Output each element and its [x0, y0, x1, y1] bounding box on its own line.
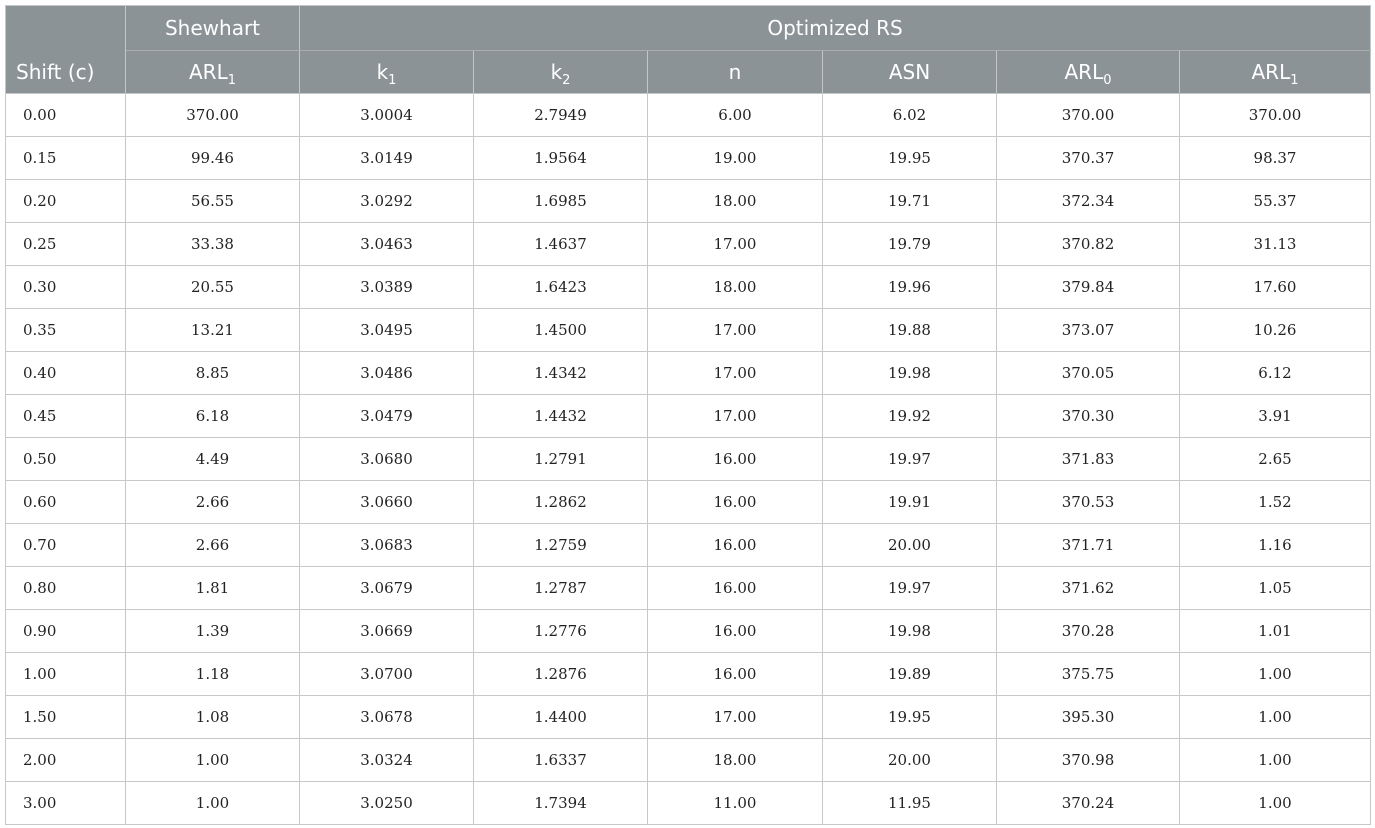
table-cell: 1.4400 [474, 696, 648, 739]
table-cell: 17.00 [648, 223, 823, 266]
table-cell: 19.97 [823, 438, 997, 481]
table-cell: 1.4637 [474, 223, 648, 266]
shift-cell: 0.25 [6, 223, 126, 266]
shift-cell: 3.00 [6, 782, 126, 825]
shift-cell: 0.80 [6, 567, 126, 610]
table-cell: 17.00 [648, 696, 823, 739]
table-cell: 3.0250 [300, 782, 474, 825]
table-cell: 20.55 [126, 266, 300, 309]
table-cell: 2.66 [126, 481, 300, 524]
table-cell: 3.0679 [300, 567, 474, 610]
shift-cell: 0.90 [6, 610, 126, 653]
table-cell: 370.28 [997, 610, 1180, 653]
table-cell: 370.00 [126, 94, 300, 137]
results-table [5, 5, 1371, 825]
header-base: n [728, 60, 742, 84]
table-row [6, 223, 1371, 266]
shift-cell: 0.50 [6, 438, 126, 481]
table-cell: 1.01 [1180, 610, 1371, 653]
table-row [6, 137, 1371, 180]
header-base: k [550, 60, 563, 84]
table-cell: 370.82 [997, 223, 1180, 266]
table-cell: 3.0149 [300, 137, 474, 180]
table-row [6, 94, 1371, 137]
table-cell: 19.92 [823, 395, 997, 438]
shift-cell: 1.50 [6, 696, 126, 739]
table-cell: 17.00 [648, 352, 823, 395]
table-cell: 1.81 [126, 567, 300, 610]
table-cell: 19.98 [823, 352, 997, 395]
table-cell: 18.00 [648, 180, 823, 223]
table-cell: 17.00 [648, 395, 823, 438]
table-cell: 16.00 [648, 481, 823, 524]
table-cell: 20.00 [823, 524, 997, 567]
table-cell: 1.08 [126, 696, 300, 739]
table-cell: 3.0479 [300, 395, 474, 438]
table-cell: 56.55 [126, 180, 300, 223]
table-cell: 13.21 [126, 309, 300, 352]
table-cell: 2.66 [126, 524, 300, 567]
shift-cell: 0.45 [6, 395, 126, 438]
table-cell: 18.00 [648, 739, 823, 782]
table-cell: 1.2862 [474, 481, 648, 524]
table-cell: 1.6985 [474, 180, 648, 223]
table-cell: 371.71 [997, 524, 1180, 567]
table-cell: 1.2776 [474, 610, 648, 653]
column-header-k2 [474, 51, 648, 94]
table-cell: 3.0669 [300, 610, 474, 653]
table-cell: 18.00 [648, 266, 823, 309]
shift-cell: 0.35 [6, 309, 126, 352]
table-row [6, 309, 1371, 352]
header-base: ASN [888, 60, 931, 84]
table-cell: 3.91 [1180, 395, 1371, 438]
table-cell: 2.65 [1180, 438, 1371, 481]
table-cell: 17.00 [648, 309, 823, 352]
table-cell: 1.52 [1180, 481, 1371, 524]
table-cell: 370.24 [997, 782, 1180, 825]
table-cell: 370.00 [997, 94, 1180, 137]
table-cell: 370.37 [997, 137, 1180, 180]
header-subscript: 1 [1290, 73, 1299, 88]
shift-cell: 0.40 [6, 352, 126, 395]
table-row [6, 567, 1371, 610]
table-cell: 3.0324 [300, 739, 474, 782]
table-cell: 16.00 [648, 567, 823, 610]
table-cell: 16.00 [648, 524, 823, 567]
table-cell: 19.89 [823, 653, 997, 696]
column-header-asn [823, 51, 997, 94]
table-cell: 3.0700 [300, 653, 474, 696]
table-cell: 1.7394 [474, 782, 648, 825]
table-cell: 6.00 [648, 94, 823, 137]
table-cell: 16.00 [648, 653, 823, 696]
shift-cell: 0.30 [6, 266, 126, 309]
table-cell: 1.2791 [474, 438, 648, 481]
table-cell: 1.2876 [474, 653, 648, 696]
table-cell: 4.49 [126, 438, 300, 481]
table-cell: 19.79 [823, 223, 997, 266]
table-cell: 6.02 [823, 94, 997, 137]
shewhart-group-header: Shewhart [126, 6, 300, 51]
table-cell: 16.00 [648, 610, 823, 653]
table-cell: 370.53 [997, 481, 1180, 524]
table-body [6, 94, 1371, 825]
table-cell: 3.0486 [300, 352, 474, 395]
table-row [6, 782, 1371, 825]
table-cell: 1.2759 [474, 524, 648, 567]
header-subscript: 1 [227, 73, 236, 88]
table-cell: 1.9564 [474, 137, 648, 180]
table-row [6, 438, 1371, 481]
column-header-k1 [300, 51, 474, 94]
table-cell: 99.46 [126, 137, 300, 180]
column-header-n [648, 51, 823, 94]
shift-cell: 0.20 [6, 180, 126, 223]
table-cell: 373.07 [997, 309, 1180, 352]
table-cell: 1.39 [126, 610, 300, 653]
optimized-rs-group-header: Optimized RS [300, 6, 1371, 51]
header-subscript: 1 [388, 73, 397, 88]
table-cell: 1.00 [1180, 782, 1371, 825]
table-row [6, 352, 1371, 395]
table-cell: 98.37 [1180, 137, 1371, 180]
shift-cell: 0.15 [6, 137, 126, 180]
table-header [6, 6, 1371, 94]
table-cell: 3.0680 [300, 438, 474, 481]
table-row [6, 696, 1371, 739]
header-base: ARL [1064, 60, 1104, 84]
table-cell: 19.91 [823, 481, 997, 524]
table-cell: 375.75 [997, 653, 1180, 696]
table-cell: 19.96 [823, 266, 997, 309]
header-base: ARL [188, 60, 228, 84]
table-cell: 3.0683 [300, 524, 474, 567]
table-cell: 3.0004 [300, 94, 474, 137]
table-cell: 1.05 [1180, 567, 1371, 610]
table-row [6, 610, 1371, 653]
shift-cell: 0.00 [6, 94, 126, 137]
table-cell: 370.05 [997, 352, 1180, 395]
header-group-row [6, 6, 1371, 51]
column-header-arl0 [997, 51, 1180, 94]
table-cell: 16.00 [648, 438, 823, 481]
table-cell: 3.0463 [300, 223, 474, 266]
table-cell: 11.00 [648, 782, 823, 825]
table-cell: 1.6423 [474, 266, 648, 309]
table-cell: 370.30 [997, 395, 1180, 438]
shift-column-header: Shift (c) [6, 6, 126, 94]
table-cell: 1.4342 [474, 352, 648, 395]
table-cell: 20.00 [823, 739, 997, 782]
table-cell: 33.38 [126, 223, 300, 266]
shift-cell: 0.70 [6, 524, 126, 567]
table-cell: 19.00 [648, 137, 823, 180]
table-cell: 19.97 [823, 567, 997, 610]
header-subscript: 0 [1103, 73, 1112, 88]
shift-cell: 2.00 [6, 739, 126, 782]
table-cell: 370.00 [1180, 94, 1371, 137]
header-base: k [376, 60, 389, 84]
table-cell: 6.12 [1180, 352, 1371, 395]
table-cell: 379.84 [997, 266, 1180, 309]
table-row [6, 524, 1371, 567]
table-cell: 6.18 [126, 395, 300, 438]
table-cell: 370.98 [997, 739, 1180, 782]
table-cell: 3.0389 [300, 266, 474, 309]
table-cell: 372.34 [997, 180, 1180, 223]
table-cell: 19.88 [823, 309, 997, 352]
table-row [6, 266, 1371, 309]
table-cell: 3.0678 [300, 696, 474, 739]
table-cell: 1.00 [1180, 653, 1371, 696]
column-header-optimized-arl1 [1180, 51, 1371, 94]
column-header-shewhart-arl1 [126, 51, 300, 94]
table-cell: 1.4432 [474, 395, 648, 438]
table-cell: 19.98 [823, 610, 997, 653]
table-row [6, 481, 1371, 524]
header-subscript: 2 [562, 73, 571, 88]
table-cell: 3.0292 [300, 180, 474, 223]
table-cell: 1.6337 [474, 739, 648, 782]
table-cell: 1.00 [126, 739, 300, 782]
table-cell: 1.00 [126, 782, 300, 825]
table-cell: 10.26 [1180, 309, 1371, 352]
header-base: ARL [1251, 60, 1291, 84]
table-row [6, 180, 1371, 223]
table-cell: 371.62 [997, 567, 1180, 610]
table-cell: 1.2787 [474, 567, 648, 610]
table-cell: 1.16 [1180, 524, 1371, 567]
table-cell: 1.4500 [474, 309, 648, 352]
shift-cell: 1.00 [6, 653, 126, 696]
table-row [6, 395, 1371, 438]
table-cell: 371.83 [997, 438, 1180, 481]
table-row [6, 653, 1371, 696]
table-cell: 31.13 [1180, 223, 1371, 266]
table-cell: 1.00 [1180, 696, 1371, 739]
table-cell: 2.7949 [474, 94, 648, 137]
table-cell: 395.30 [997, 696, 1180, 739]
table-cell: 17.60 [1180, 266, 1371, 309]
table-cell: 8.85 [126, 352, 300, 395]
table-cell: 55.37 [1180, 180, 1371, 223]
table-cell: 19.95 [823, 137, 997, 180]
table-cell: 3.0495 [300, 309, 474, 352]
table-cell: 19.95 [823, 696, 997, 739]
table-cell: 19.71 [823, 180, 997, 223]
table-cell: 3.0660 [300, 481, 474, 524]
table-cell: 11.95 [823, 782, 997, 825]
table-cell: 1.18 [126, 653, 300, 696]
shift-cell: 0.60 [6, 481, 126, 524]
header-column-row [6, 51, 1371, 94]
table-row [6, 739, 1371, 782]
table-cell: 1.00 [1180, 739, 1371, 782]
